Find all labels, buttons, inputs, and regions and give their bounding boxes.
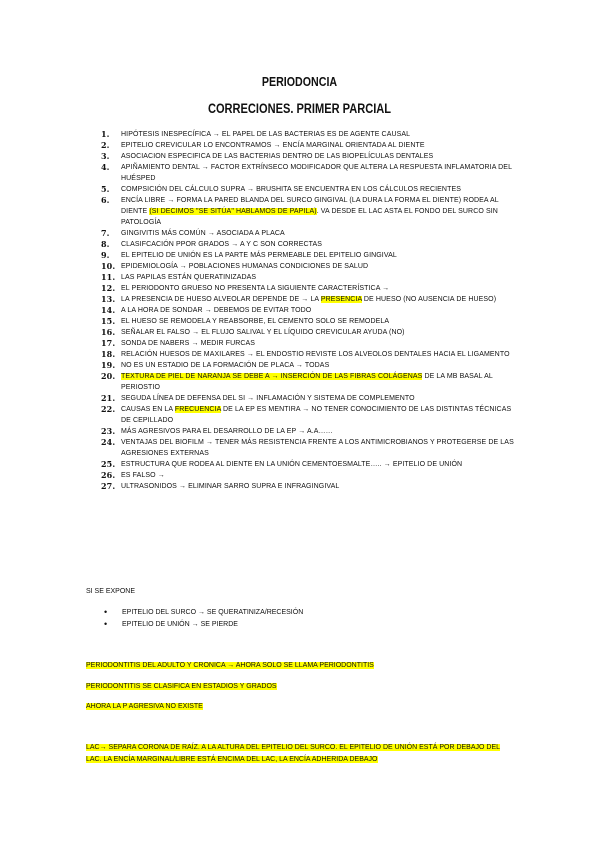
item-text: RELACIÓN HUESOS DE MAXILARES → EL ENDOSTIO REVISTE LOS ALVEOLOS DENTALES HACIA EL LIGAMENTO — [121, 351, 510, 358]
note-line — [86, 662, 374, 669]
item-text: LA PRESENCIA DE HUESO ALVEOLAR DEPENDE DE → LA — [121, 296, 321, 303]
note-line — [86, 683, 277, 690]
note-paragraph — [86, 742, 516, 766]
bullet-item: • EPITELIO DE UNIÓN → SE PIERDE — [104, 619, 303, 631]
item-number: 24. — [101, 437, 116, 447]
item-text: ULTRASONIDOS → ELIMINAR SARRO SUPRA E INFRAGINGIVAL — [121, 483, 340, 490]
item-number: 5. — [101, 184, 110, 194]
list-item — [101, 261, 521, 272]
item-text: ENCÍA LIBRE → FORMA LA PARED BLANDA DEL SURCO GINGIVAL (LA DURA LA FORMA EL DIENTE) RODEA AL DIENTE — [121, 197, 499, 215]
item-text: MÁS AGRESIVOS PARA EL DESARROLLO DE LA EP → A.A…… — [121, 428, 333, 435]
item-text-after: . VA DESDE EL LAC ASTA EL FONDO DEL SURCO SIN PATOLOGÍA — [121, 208, 498, 226]
list-item — [101, 140, 521, 151]
item-text-after: DE LA MB BASAL AL PERIOSTIO — [121, 373, 493, 391]
item-text: ESTRUCTURA QUE RODEA AL DIENTE EN LA UNIÓN CEMENTOESMALTE….. → EPITELIO DE UNIÓN — [121, 461, 463, 468]
list-item — [101, 184, 521, 195]
item-text: EPIDEMIOLOGÍA → POBLACIONES HUMANAS CONDICIONES DE SALUD — [121, 263, 369, 270]
list-item — [101, 316, 521, 327]
item-text: EL HUESO SE REMODELA Y REABSORBE, EL CEMENTO SOLO SE REMODELA — [121, 318, 390, 325]
item-text: SEÑALAR EL FALSO → EL FLUJO SALIVAL Y EL LÍQUIDO CREVICULAR AYUDA (NO) — [121, 329, 405, 336]
item-text: ES FALSO → — [121, 472, 165, 479]
list-item — [101, 239, 521, 250]
item-number: 17. — [101, 338, 116, 348]
item-number: 26. — [101, 470, 116, 480]
item-text: SONDA DE NABERS → MEDIR FURCAS — [121, 340, 256, 347]
list-item — [101, 129, 521, 140]
highlighted-note: AHORA LA P AGRESIVA NO EXISTE — [86, 703, 203, 710]
list-item — [101, 294, 521, 305]
item-number: 11. — [101, 272, 116, 282]
list-item — [101, 360, 521, 371]
page-title: PERIODONCIA — [261, 74, 338, 89]
list-item — [101, 349, 521, 360]
bullet-item: • EPITELIO DEL SURCO → SE QUERATINIZA/RECESIÓN — [104, 607, 303, 619]
item-highlight: PRESENCIA — [320, 296, 362, 303]
list-item — [101, 272, 521, 283]
highlighted-note: PERIODONTITIS SE CLASIFICA EN ESTADIOS Y GRADOS — [86, 683, 277, 690]
list-item — [101, 481, 521, 492]
list-item — [101, 162, 521, 184]
item-text: VENTAJAS DEL BIOFILM → TENER MÁS RESISTENCIA FRENTE A LOS ANTIMICROBIANOS Y PROTEGERSE DE LAS AGRESIONES EXTERNAS — [121, 439, 514, 457]
list-item — [101, 437, 521, 459]
item-number: 19. — [101, 360, 116, 370]
item-number: 15. — [101, 316, 116, 326]
item-text: COMPSICIÓN DEL CÁLCULO SUPRA → BRUSHITA SE ENCUENTRA EN LOS CÁLCULOS RECIENTES — [121, 186, 461, 193]
item-number: 23. — [101, 426, 116, 436]
item-text: A LA HORA DE SONDAR → DEBEMOS DE EVITAR TODO — [121, 307, 312, 314]
item-text: CAUSAS EN LA — [121, 406, 175, 413]
item-number: 3. — [101, 151, 110, 161]
item-number: 9. — [101, 250, 110, 260]
item-number: 20. — [101, 371, 116, 381]
item-text-after: DE HUESO (NO AUSENCIA DE HUESO) — [361, 296, 497, 303]
item-highlight: TEXTURA DE PIEL DE NARANJA SE DEBE A → INSERCIÓN DE LAS FIBRAS COLÁGENAS — [121, 373, 423, 380]
item-text: APIÑAMIENTO DENTAL → FACTOR EXTRÍNSECO MODIFICADOR QUE ALTERA LA RESPUESTA INFLAMATORIA DEL HUÉSPED — [121, 164, 512, 182]
item-number: 22. — [101, 404, 116, 414]
item-number: 2. — [101, 140, 110, 150]
list-item — [101, 250, 521, 261]
item-number: 6. — [101, 195, 110, 205]
list-item — [101, 327, 521, 338]
list-item — [101, 338, 521, 349]
page-subtitle: CORRECIONES. PRIMER PARCIAL — [207, 101, 392, 116]
item-text: EL PERIODONTO GRUESO NO PRESENTA LA SIGUIENTE CARACTERÍSTICA → — [121, 285, 390, 292]
item-number: 27. — [101, 481, 116, 491]
item-text: ASOCIACION ESPECIFICA DE LAS BACTERIAS DENTRO DE LAS BIOPELÍCULAS DENTALES — [121, 153, 434, 160]
item-number: 10. — [101, 261, 116, 271]
bullet-list — [104, 607, 303, 631]
item-number: 25. — [101, 459, 116, 469]
item-number: 13. — [101, 294, 116, 304]
corrections-list — [101, 129, 521, 492]
list-item — [101, 426, 521, 437]
list-item — [101, 371, 521, 393]
item-text: LAS PAPILAS ESTÁN QUERATINIZADAS — [121, 274, 257, 281]
item-highlight: FRECUENCIA — [174, 406, 221, 413]
item-text: GINGIVITIS MÁS COMÚN → ASOCIADA A PLACA — [121, 230, 285, 237]
list-item — [101, 228, 521, 239]
item-text: NO ES UN ESTADIO DE LA FORMACIÓN DE PLACA → TODAS — [121, 362, 330, 369]
item-text: HIPÓTESIS INESPECÍFICA → EL PAPEL DE LAS BACTERIAS ES DE AGENTE CAUSAL — [121, 131, 411, 138]
item-text: SEGUDA LÍNEA DE DEFENSA DEL SI → INFLAMACIÓN Y SISTEMA DE COMPLEMENTO — [121, 395, 415, 402]
highlighted-note: LAC→ SEPARA CORONA DE RAÍZ. A LA ALTURA DEL EPITELIO DEL SURCO. EL EPITELIO DE UNIÓN ESTÁ POR DEBAJO DEL LAC. LA ENCÍA MARGINAL/LIBRE ESTÁ ENCIMA DEL LAC, LA ENCÍA ADHERIDA DEBAJO — [86, 744, 501, 763]
item-number: 14. — [101, 305, 116, 315]
item-number: 8. — [101, 239, 110, 249]
list-item — [101, 470, 521, 481]
item-number: 1. — [101, 129, 110, 139]
highlighted-note: PERIODONTITIS DEL ADULTO Y CRONICA → AHORA SOLO SE LLAMA PERIODONTITIS — [86, 662, 374, 669]
list-item — [101, 404, 521, 426]
list-item — [101, 393, 521, 404]
item-text: CLASIFCACIÓN PPOR GRADOS → A Y C SON CORRECTAS — [121, 241, 323, 248]
item-number: 18. — [101, 349, 116, 359]
item-text-after: DE LA EP ES MENTIRA → NO TENER CONOCIMIENTO DE LAS DISTINTAS TÉCNICAS DE CEPILLADO — [121, 406, 512, 424]
item-number: 7. — [101, 228, 110, 238]
item-number: 21. — [101, 393, 116, 403]
item-number: 12. — [101, 283, 116, 293]
item-number: 4. — [101, 162, 110, 172]
item-text: EPITELIO CREVICULAR LO ENCONTRAMOS → ENCÍA MARGINAL ORIENTADA AL DIENTE — [121, 142, 425, 149]
list-item — [101, 195, 521, 228]
list-item — [101, 459, 521, 470]
item-text: EL EPITELIO DE UNIÓN ES LA PARTE MÁS PERMEABLE DEL EPITELIO GINGIVAL — [121, 252, 397, 259]
list-item — [101, 283, 521, 294]
item-number: 16. — [101, 327, 116, 337]
list-item — [101, 305, 521, 316]
item-highlight: (SI DECIMOS "SE SITÚA" HABLAMOS DE PAPILA) — [149, 208, 317, 215]
list-item — [101, 151, 521, 162]
note-line — [86, 703, 203, 710]
section-heading: SI SE EXPONE — [86, 588, 136, 595]
